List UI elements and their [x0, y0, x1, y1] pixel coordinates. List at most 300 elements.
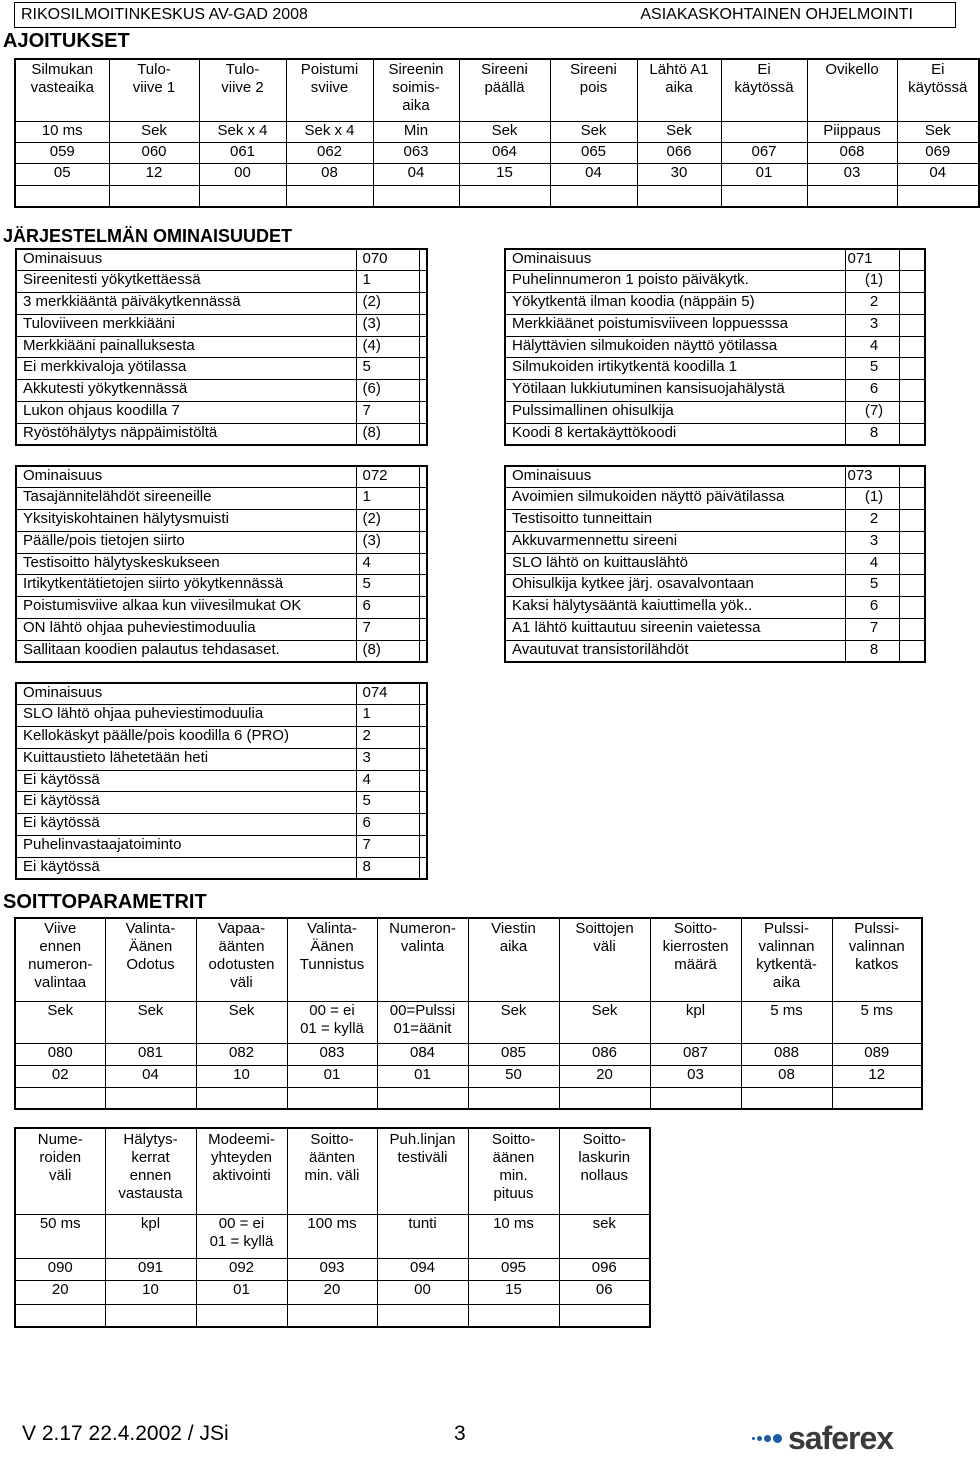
address-cell: 088 [741, 1043, 832, 1065]
feature-label: Tuloviiveen merkkiääni [16, 314, 356, 336]
feature-pad-cell [419, 466, 427, 488]
value-cell: 30 [637, 163, 721, 185]
feature-table-header: Ominaisuus [16, 683, 356, 705]
feature-label: Yötilaan lukkiutuminen kansisuojahälystä [505, 380, 845, 402]
empty-cell [832, 1087, 922, 1109]
feature-label: Poistumisviive alkaa kun viivesilmukat OK [16, 597, 356, 619]
feature-label: Kellokäskyt päälle/pois koodilla 6 (PRO) [16, 727, 356, 749]
feature-pad-cell [899, 358, 925, 380]
empty-cell [468, 1087, 559, 1109]
feature-value: 5 [845, 575, 899, 597]
document-header [14, 2, 956, 28]
value-cell: 08 [741, 1065, 832, 1087]
feature-label: Ei käytössä [16, 770, 356, 792]
address-cell: 086 [559, 1043, 650, 1065]
feature-label: Avoimien silmukoiden näyttö päivätilassa [505, 488, 845, 510]
unit-row [15, 1214, 650, 1258]
column-header: Tulo- viive 1 [109, 59, 199, 121]
feature-pad-cell [419, 314, 427, 336]
address-cell: 064 [459, 142, 550, 163]
feature-pad-cell [899, 336, 925, 358]
address-cell: 093 [287, 1258, 377, 1280]
page-number: 3 [454, 1422, 466, 1445]
address-cell: 094 [377, 1258, 468, 1280]
feature-label: Hälyttävien silmukoiden näyttö yötilassa [505, 336, 845, 358]
logo-dots-icon [752, 1434, 784, 1443]
feature-row [505, 271, 925, 293]
feature-row [16, 402, 427, 424]
feature-row [16, 640, 427, 662]
empty-cell [287, 1304, 377, 1327]
address-cell: 068 [807, 142, 897, 163]
unit-cell: Min [373, 121, 459, 142]
feature-label: Merkkiäänet poistumisviiveen loppuesssa [505, 314, 845, 336]
feature-label: 3 merkkiääntä päiväkytkennässä [16, 293, 356, 315]
unit-cell: Sek [196, 1001, 287, 1043]
feature-pad-cell [899, 640, 925, 662]
feature-value: 4 [356, 770, 419, 792]
column-header: Soitto- kierrosten määrä [650, 918, 741, 1001]
column-header: Viestin aika [468, 918, 559, 1001]
feature-label: A1 lähtö kuittautuu sireenin vaietessa [505, 619, 845, 641]
feature-value: (6) [356, 380, 419, 402]
column-header: Pulssi- valinnan kytkentä- aika [741, 918, 832, 1001]
empty-cell [741, 1087, 832, 1109]
feature-pad-cell [419, 249, 427, 271]
empty-cell [377, 1087, 468, 1109]
column-header: Soitto- äänten min. väli [287, 1128, 377, 1214]
feature-label: Koodi 8 kertakäyttökoodi [505, 423, 845, 445]
address-cell: 063 [373, 142, 459, 163]
feature-row [505, 423, 925, 445]
unit-cell: 5 ms [832, 1001, 922, 1043]
feature-value: 5 [356, 792, 419, 814]
feature-pad-cell [419, 640, 427, 662]
value-cell: 04 [897, 163, 979, 185]
feature-pad-cell [419, 748, 427, 770]
feature-value: 4 [356, 553, 419, 575]
feature-row [16, 836, 427, 858]
feature-value: 8 [845, 423, 899, 445]
feature-table-072 [15, 465, 428, 663]
unit-cell: Sek [15, 1001, 105, 1043]
feature-row [16, 727, 427, 749]
feature-label: Ohisulkija kytkee järj. osavalvontaan [505, 575, 845, 597]
feature-pad-cell [419, 271, 427, 293]
feature-row [505, 640, 925, 662]
feature-pad-cell [419, 488, 427, 510]
feature-value: 7 [356, 836, 419, 858]
unit-cell: kpl [650, 1001, 741, 1043]
feature-table-code: 073 [845, 466, 899, 488]
unit-cell: 10 ms [468, 1214, 559, 1258]
empty-cell [15, 185, 109, 207]
feature-row [505, 553, 925, 575]
feature-row [505, 488, 925, 510]
section-title-ajoitukset: AJOITUKSET [3, 30, 130, 52]
unit-cell: Sek [109, 121, 199, 142]
empty-cell [199, 185, 286, 207]
feature-value: (8) [356, 423, 419, 445]
unit-cell: 50 ms [15, 1214, 105, 1258]
unit-cell: sek [559, 1214, 650, 1258]
feature-pad-cell [419, 423, 427, 445]
unit-cell: Sek [550, 121, 637, 142]
value-cell: 04 [373, 163, 459, 185]
address-cell: 081 [105, 1043, 196, 1065]
address-cell: 085 [468, 1043, 559, 1065]
feature-label: Kuittaustieto lähetetään heti [16, 748, 356, 770]
feature-pad-cell [419, 727, 427, 749]
feature-value: 8 [356, 857, 419, 879]
feature-pad-cell [899, 271, 925, 293]
feature-value: 2 [356, 727, 419, 749]
feature-label: Puhelinvastaajatoiminto [16, 836, 356, 858]
ajoitukset-table [14, 58, 980, 208]
unit-cell: 10 ms [15, 121, 109, 142]
feature-pad-cell [899, 531, 925, 553]
address-cell: 069 [897, 142, 979, 163]
column-header: Puh.linjan testiväli [377, 1128, 468, 1214]
feature-table-code: 071 [845, 249, 899, 271]
feature-label: Kaksi hälytysääntä kaiuttimella yök.. [505, 597, 845, 619]
feature-label: Ei käytössä [16, 814, 356, 836]
feature-row [505, 336, 925, 358]
feature-table-header: Ominaisuus [505, 466, 845, 488]
feature-row [16, 814, 427, 836]
address-cell: 083 [287, 1043, 377, 1065]
feature-label: Sireenitesti yökytkettäessä [16, 271, 356, 293]
logo-dot [752, 1437, 755, 1440]
column-header: Hälytys- kerrat ennen vastausta [105, 1128, 196, 1214]
feature-table-header: Ominaisuus [16, 466, 356, 488]
feature-pad-cell [419, 510, 427, 532]
feature-label: Puhelinnumeron 1 poisto päiväkytk. [505, 271, 845, 293]
value-row [15, 1280, 650, 1304]
feature-pad-cell [899, 402, 925, 424]
value-row [15, 1065, 922, 1087]
empty-cell [721, 185, 807, 207]
feature-row [16, 380, 427, 402]
feature-value: 1 [356, 488, 419, 510]
value-cell: 50 [468, 1065, 559, 1087]
feature-label: Testisoitto tunneittain [505, 510, 845, 532]
address-cell: 065 [550, 142, 637, 163]
section-title-ominaisuudet: JÄRJESTELMÄN OMINAISUUDET [3, 226, 293, 246]
feature-pad-cell [419, 358, 427, 380]
feature-row [16, 293, 427, 315]
feature-value: 5 [845, 358, 899, 380]
unit-cell: Sek [637, 121, 721, 142]
value-cell: 00 [377, 1280, 468, 1304]
empty-cell [468, 1304, 559, 1327]
value-cell: 20 [15, 1280, 105, 1304]
unit-cell: 00 = ei 01 = kyllä [196, 1214, 287, 1258]
feature-row [16, 314, 427, 336]
empty-cell [196, 1304, 287, 1327]
column-header: Tulo- viive 2 [199, 59, 286, 121]
address-cell: 060 [109, 142, 199, 163]
address-row [15, 1258, 650, 1280]
empty-cell [373, 185, 459, 207]
feature-row [16, 705, 427, 727]
value-cell: 12 [832, 1065, 922, 1087]
unit-cell: Sek [105, 1001, 196, 1043]
column-header: Valinta- Äänen Odotus [105, 918, 196, 1001]
feature-label: Avautuvat transistorilähdöt [505, 640, 845, 662]
empty-cell [559, 1304, 650, 1327]
empty-cell [550, 185, 637, 207]
unit-row [15, 121, 979, 142]
feature-pad-cell [419, 814, 427, 836]
column-header: Poistumi sviive [286, 59, 373, 121]
feature-label: Ei käytössä [16, 792, 356, 814]
value-cell: 12 [109, 163, 199, 185]
logo-text: saferex [788, 1420, 894, 1456]
value-cell: 05 [15, 163, 109, 185]
column-header: Ei käytössä [721, 59, 807, 121]
feature-value: 7 [845, 619, 899, 641]
feature-row [505, 293, 925, 315]
feature-table-header: Ominaisuus [505, 249, 845, 271]
header-row [15, 918, 922, 1001]
column-header: Sireeni pois [550, 59, 637, 121]
feature-value: 6 [845, 597, 899, 619]
feature-pad-cell [419, 792, 427, 814]
feature-row [16, 423, 427, 445]
unit-cell: Piippaus [807, 121, 897, 142]
feature-pad-cell [419, 619, 427, 641]
value-cell: 06 [559, 1280, 650, 1304]
feature-value: 2 [845, 293, 899, 315]
feature-row [505, 380, 925, 402]
value-cell: 03 [650, 1065, 741, 1087]
unit-cell: Sek [468, 1001, 559, 1043]
empty-row [15, 185, 979, 207]
address-cell: 092 [196, 1258, 287, 1280]
unit-cell: 00=Pulssi 01=äänit [377, 1001, 468, 1043]
unit-cell: Sek x 4 [199, 121, 286, 142]
feature-value: (8) [356, 640, 419, 662]
feature-label: Tasajännitelähdöt sireeneille [16, 488, 356, 510]
feature-pad-cell [419, 857, 427, 879]
feature-value: 1 [356, 271, 419, 293]
unit-cell: Sek [459, 121, 550, 142]
feature-pad-cell [419, 575, 427, 597]
feature-value: 3 [356, 748, 419, 770]
feature-value: 5 [356, 575, 419, 597]
feature-table-074 [15, 682, 428, 880]
feature-pad-cell [899, 510, 925, 532]
feature-header-row [505, 249, 925, 271]
feature-value: 6 [845, 380, 899, 402]
feature-row [16, 857, 427, 879]
column-header: Sireenin soimis- aika [373, 59, 459, 121]
feature-value: 6 [356, 597, 419, 619]
address-row [15, 142, 979, 163]
feature-row [16, 553, 427, 575]
feature-value: 7 [356, 402, 419, 424]
empty-row [15, 1087, 922, 1109]
empty-cell [105, 1304, 196, 1327]
address-cell: 096 [559, 1258, 650, 1280]
feature-value: (1) [845, 271, 899, 293]
feature-label: Sallitaan koodien palautus tehdasaset. [16, 640, 356, 662]
feature-pad-cell [899, 380, 925, 402]
address-cell: 066 [637, 142, 721, 163]
address-cell: 095 [468, 1258, 559, 1280]
feature-row [505, 314, 925, 336]
feature-value: 6 [356, 814, 419, 836]
feature-label: Ei merkkivaloja yötilassa [16, 358, 356, 380]
feature-table-071 [504, 248, 926, 446]
feature-label: Akkutesti yökytkennässä [16, 380, 356, 402]
feature-label: Lukon ohjaus koodilla 7 [16, 402, 356, 424]
address-cell: 067 [721, 142, 807, 163]
address-cell: 089 [832, 1043, 922, 1065]
column-header: Ei käytössä [897, 59, 979, 121]
feature-row [16, 358, 427, 380]
value-cell: 01 [287, 1065, 377, 1087]
feature-pad-cell [419, 402, 427, 424]
feature-pad-cell [899, 619, 925, 641]
saferex-logo [752, 1420, 893, 1457]
feature-pad-cell [899, 423, 925, 445]
column-header: Nume- roiden väli [15, 1128, 105, 1214]
feature-label: Päälle/pois tietojen siirto [16, 531, 356, 553]
feature-table-code: 070 [356, 249, 419, 271]
column-header: Soitto- laskurin nollaus [559, 1128, 650, 1214]
feature-row [16, 271, 427, 293]
address-cell: 091 [105, 1258, 196, 1280]
column-header: Modeemi- yhteyden aktivointi [196, 1128, 287, 1214]
feature-value: 8 [845, 640, 899, 662]
feature-header-row [16, 466, 427, 488]
feature-table-header: Ominaisuus [16, 249, 356, 271]
column-header: Lähtö A1 aika [637, 59, 721, 121]
empty-cell [15, 1304, 105, 1327]
header-row [15, 1128, 650, 1214]
feature-label: Silmukoiden irtikytkentä koodilla 1 [505, 358, 845, 380]
feature-value: (2) [356, 510, 419, 532]
value-cell: 20 [287, 1280, 377, 1304]
feature-pad-cell [419, 683, 427, 705]
feature-table-code: 072 [356, 466, 419, 488]
feature-value: 7 [356, 619, 419, 641]
feature-label: Testisoitto hälytyskeskukseen [16, 553, 356, 575]
feature-pad-cell [899, 488, 925, 510]
value-cell: 20 [559, 1065, 650, 1087]
value-cell: 03 [807, 163, 897, 185]
feature-value: 3 [845, 314, 899, 336]
feature-value: 1 [356, 705, 419, 727]
unit-cell: Sek x 4 [286, 121, 373, 142]
unit-cell: tunti [377, 1214, 468, 1258]
feature-pad-cell [419, 380, 427, 402]
feature-label: Merkkiääni painalluksesta [16, 336, 356, 358]
feature-row [16, 575, 427, 597]
value-cell: 01 [196, 1280, 287, 1304]
feature-label: Akkuvarmennettu sireeni [505, 531, 845, 553]
address-cell: 061 [199, 142, 286, 163]
feature-row [16, 597, 427, 619]
feature-row [505, 597, 925, 619]
feature-label: Pulssimallinen ohisulkija [505, 402, 845, 424]
empty-row [15, 1304, 650, 1327]
feature-pad-cell [899, 597, 925, 619]
column-header: Numeron- valinta [377, 918, 468, 1001]
column-header: Pulssi- valinnan katkos [832, 918, 922, 1001]
feature-value: 4 [845, 553, 899, 575]
empty-cell [105, 1087, 196, 1109]
unit-cell: kpl [105, 1214, 196, 1258]
feature-pad-cell [899, 575, 925, 597]
feature-value: 4 [845, 336, 899, 358]
feature-value: 5 [356, 358, 419, 380]
empty-cell [287, 1087, 377, 1109]
unit-cell: Sek [559, 1001, 650, 1043]
address-cell: 084 [377, 1043, 468, 1065]
feature-label: Ei käytössä [16, 857, 356, 879]
feature-row [16, 531, 427, 553]
value-cell: 10 [105, 1280, 196, 1304]
logo-dot [764, 1435, 771, 1442]
address-cell: 090 [15, 1258, 105, 1280]
feature-value: (3) [356, 314, 419, 336]
feature-table-073 [504, 465, 926, 663]
feature-header-row [16, 249, 427, 271]
address-cell: 062 [286, 142, 373, 163]
column-header: Valinta- Äänen Tunnistus [287, 918, 377, 1001]
section-title-soittoparametrit: SOITTOPARAMETRIT [3, 891, 207, 913]
feature-label: SLO lähtö ohjaa puheviestimoduulia [16, 705, 356, 727]
feature-label: SLO lähtö on kuittauslähtö [505, 553, 845, 575]
feature-pad-cell [899, 466, 925, 488]
feature-pad-cell [419, 293, 427, 315]
logo-dot [757, 1436, 762, 1441]
unit-cell: Sek [897, 121, 979, 142]
value-cell: 00 [199, 163, 286, 185]
address-cell: 087 [650, 1043, 741, 1065]
feature-table-code: 074 [356, 683, 419, 705]
unit-row [15, 1001, 922, 1043]
header-row [15, 59, 979, 121]
empty-cell [377, 1304, 468, 1327]
feature-row [16, 510, 427, 532]
feature-row [505, 619, 925, 641]
feature-pad-cell [899, 553, 925, 575]
feature-pad-cell [419, 836, 427, 858]
value-row [15, 163, 979, 185]
feature-pad-cell [419, 770, 427, 792]
feature-pad-cell [419, 597, 427, 619]
address-cell: 082 [196, 1043, 287, 1065]
address-cell: 080 [15, 1043, 105, 1065]
feature-pad-cell [899, 293, 925, 315]
feature-pad-cell [899, 314, 925, 336]
feature-value: (1) [845, 488, 899, 510]
feature-value: 2 [845, 510, 899, 532]
value-cell: 08 [286, 163, 373, 185]
feature-row [505, 531, 925, 553]
empty-cell [559, 1087, 650, 1109]
empty-cell [459, 185, 550, 207]
feature-row [505, 510, 925, 532]
feature-row [505, 575, 925, 597]
feature-value: (2) [356, 293, 419, 315]
feature-row [505, 358, 925, 380]
feature-label: Yökytkentä ilman koodia (näppäin 5) [505, 293, 845, 315]
